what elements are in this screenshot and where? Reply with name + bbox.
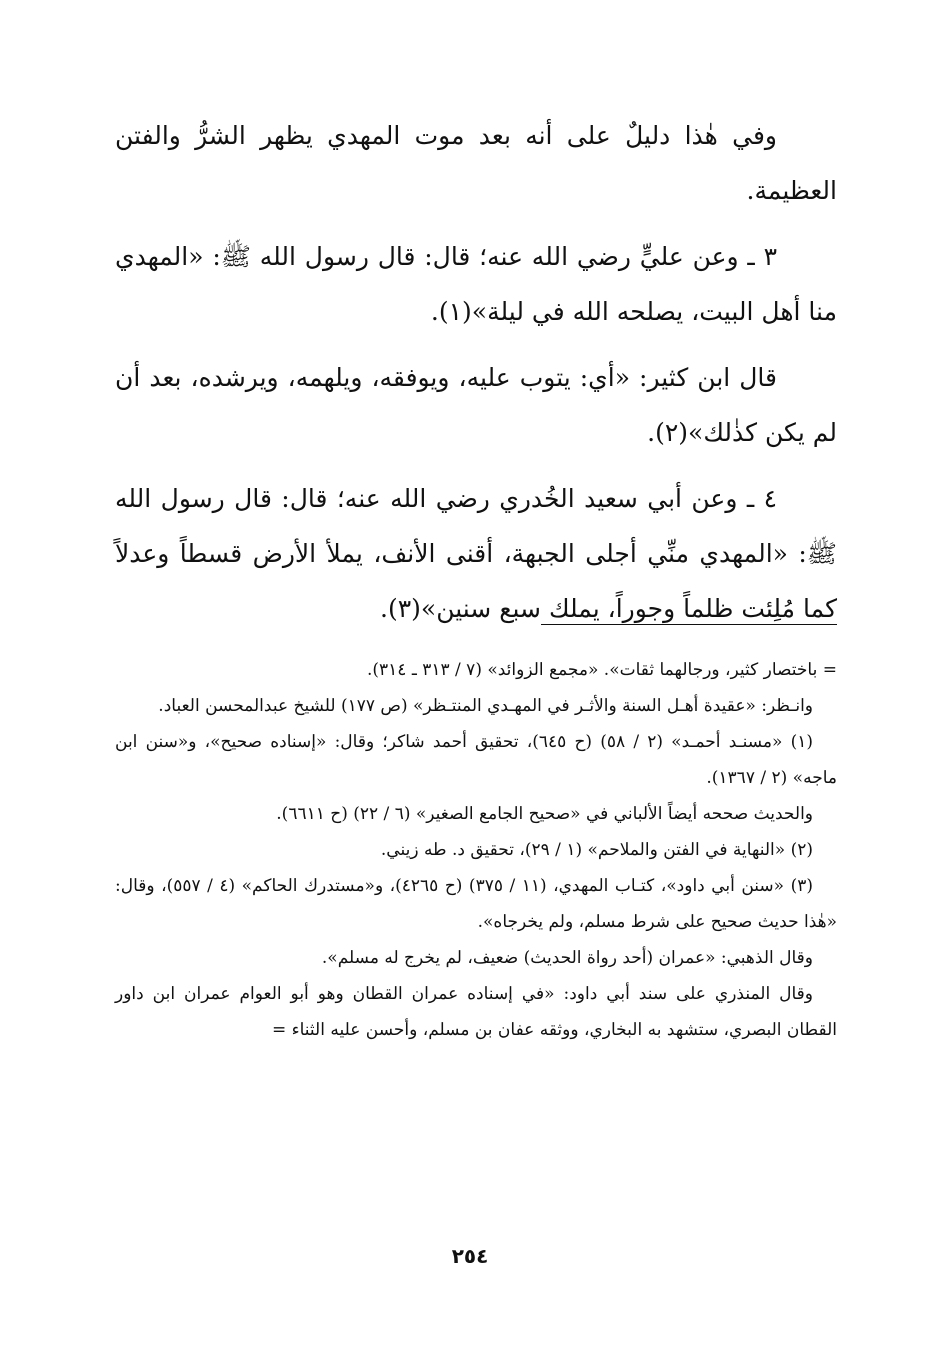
main-paragraph: ٤ ـ وعن أبي سعيد الخُدري رضي الله عنه؛ قال: قال رسول الله ﷺ: «المهدي منِّي أجلى الجبهة، أقنى الأنف، يملأ الأرض قسطاً وعدلاً كما مُلِئت ظلماً وجوراً، يملك سبع سنين»(٣). [115,484,837,623]
footnote-text: وانـظر: «عقيدة أهـل السنة والأثـر في المهـدي المنتـظر» (ص ١٧٧) للشيخ عبدالمحسن العباد. [158,696,813,716]
footnote-2: (٢) «النهاية في الفتن والملاحم» (١ / ٢٩)، تحقيق د. طه زيني. [380,840,813,860]
footnote-separator [541,624,837,625]
footnote-continuation: = باختصار كثير، ورجالهما ثقات». «مجمع الزوائد» (٧ / ٣١٣ ـ ٣١٤). [366,660,837,680]
main-paragraph: ٣ ـ وعن عليٍّ رضي الله عنه؛ قال: قال رسول الله ﷺ: «المهدي منا أهل البيت، يصلحه الله في ليلة»(١). [115,242,837,326]
footnote-text: وقال الذهبي: «عمران (أحد رواة الحديث) ضعيف، لم يخرج له مسلم». [321,948,813,968]
footnote-3: (٣) «سنن أبي داود»، كتـاب المهدي، (١١ / ٣٧٥) (ح ٤٢٦٥)، و«مستدرك الحاكم» (٤ / ٥٥٧)، وقال: «هٰذا حديث صحيح على شرط مسلم، ولم يخرجاه». [115,876,837,932]
footnotes [115,652,837,1048]
main-text [115,108,837,636]
footnote-text: وقال المنذري على سند أبي داود: «في إسناده عمران القطان وهو أبو العوام عمران ابن داور القطان البصري، ستشهد به البخاري، ووثقه عفان بن مسلم، وأحسن عليه الثناء = [115,984,837,1040]
footnote-1: (١) «مسنـد أحمـد» (٢ / ٥٨) (ح ٦٤٥)، تحقيق أحمد شاكر؛ وقال: «إسناده صحيح»، و«سنن ابن ماجه» (٢ / ١٣٦٧). [115,732,837,788]
page-number: ٢٥٤ [451,1244,489,1268]
footnote-text: والحديث صححه أيضاً الألباني في «صحيح الجامع الصغير» (٦ / ٢٢) (ح ٦٦١١). [276,804,813,824]
main-paragraph: قال ابن كثير: «أي: يتوب عليه، ويوفقه، ويلهمه، ويرشده، بعد أن لم يكن كذٰلك»(٢). [115,363,837,447]
main-paragraph: وفي هٰذا دليلٌ على أنه بعد موت المهدي يظهر الشرُّ والفتن العظيمة. [115,121,837,205]
